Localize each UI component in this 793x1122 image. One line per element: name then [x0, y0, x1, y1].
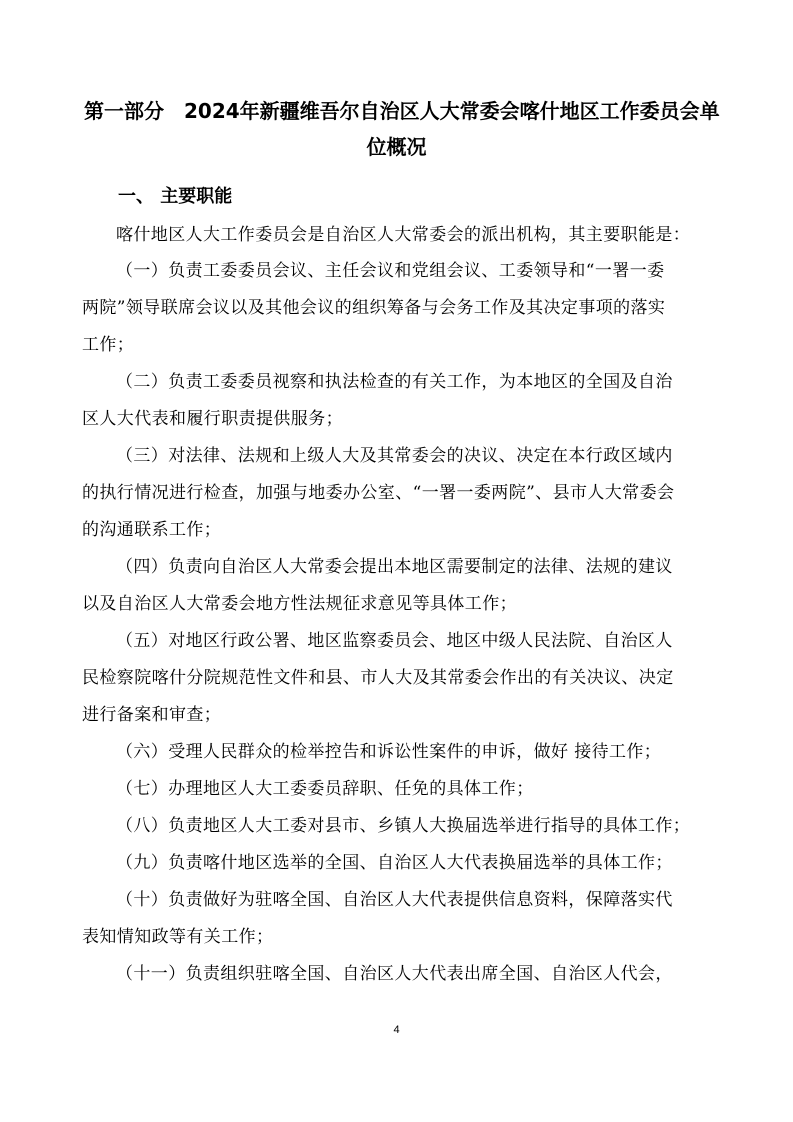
body-line: （七）办理地区人大工委委员辞职、任免的具体工作；: [116, 779, 534, 799]
document-title-line-1: 第一部分 2024年新疆维吾尔自治区人大常委会喀什地区工作委员会单: [84, 99, 720, 123]
body-line: 民检察院喀什分院规范性文件和县、市人大及其常委会作出的有关决议、决定: [82, 668, 674, 688]
body-line: （六）受理人民群众的检举控告和诉讼性案件的申诉，做好 接待工作；: [116, 742, 662, 762]
body-line: （十一）负责组织驻喀全国、自治区人大代表出席全国、自治区人代会，: [116, 964, 673, 984]
body-line: （四）负责向自治区人大常委会提出本地区需要制定的法律、法规的建议: [116, 557, 673, 577]
section-heading: 一、 主要职能: [118, 186, 233, 207]
body-line: 进行备案和审查；: [82, 705, 222, 725]
body-line: 的沟通联系工作；: [82, 520, 222, 540]
document-title-line-2: 位概况: [366, 135, 427, 159]
body-line: （一）负责工委委员会议、主任会议和党组会议、工委领导和“一署一委: [116, 261, 665, 281]
body-line: （五）对地区行政公署、地区监察委员会、地区中级人民法院、自治区人: [116, 631, 673, 651]
body-line: 喀什地区人大工作委员会是自治区人大常委会的派出机构，其主要职能是：: [116, 225, 691, 245]
body-line: 工作；: [82, 335, 135, 355]
body-line: （九）负责喀什地区选举的全国、自治区人大代表换届选举的具体工作；: [116, 853, 673, 873]
body-line: 两院”领导联席会议以及其他会议的组织筹备与会务工作及其决定事项的落实: [82, 298, 666, 318]
body-line: （八）负责地区人大工委对县市、乡镇人大换届选举进行指导的具体工作；: [116, 816, 691, 836]
body-line: 表知情知政等有关工作；: [82, 927, 274, 947]
body-line: （三）对法律、法规和上级人大及其常委会的决议、决定在本行政区域内: [116, 446, 673, 466]
body-line: 区人大代表和履行职责提供服务；: [82, 409, 343, 429]
body-line: （十）负责做好为驻喀全国、自治区人大代表提供信息资料，保障落实代: [116, 890, 673, 910]
page-number: 4: [393, 1024, 400, 1036]
body-line: 以及自治区人大常委会地方性法规征求意见等具体工作；: [82, 594, 517, 614]
body-line: （二）负责工委委员视察和执法检查的有关工作，为本地区的全国及自治: [116, 372, 673, 392]
body-line: 的执行情况进行检查，加强与地委办公室、“一署一委两院”、县市人大常委会: [82, 483, 675, 503]
